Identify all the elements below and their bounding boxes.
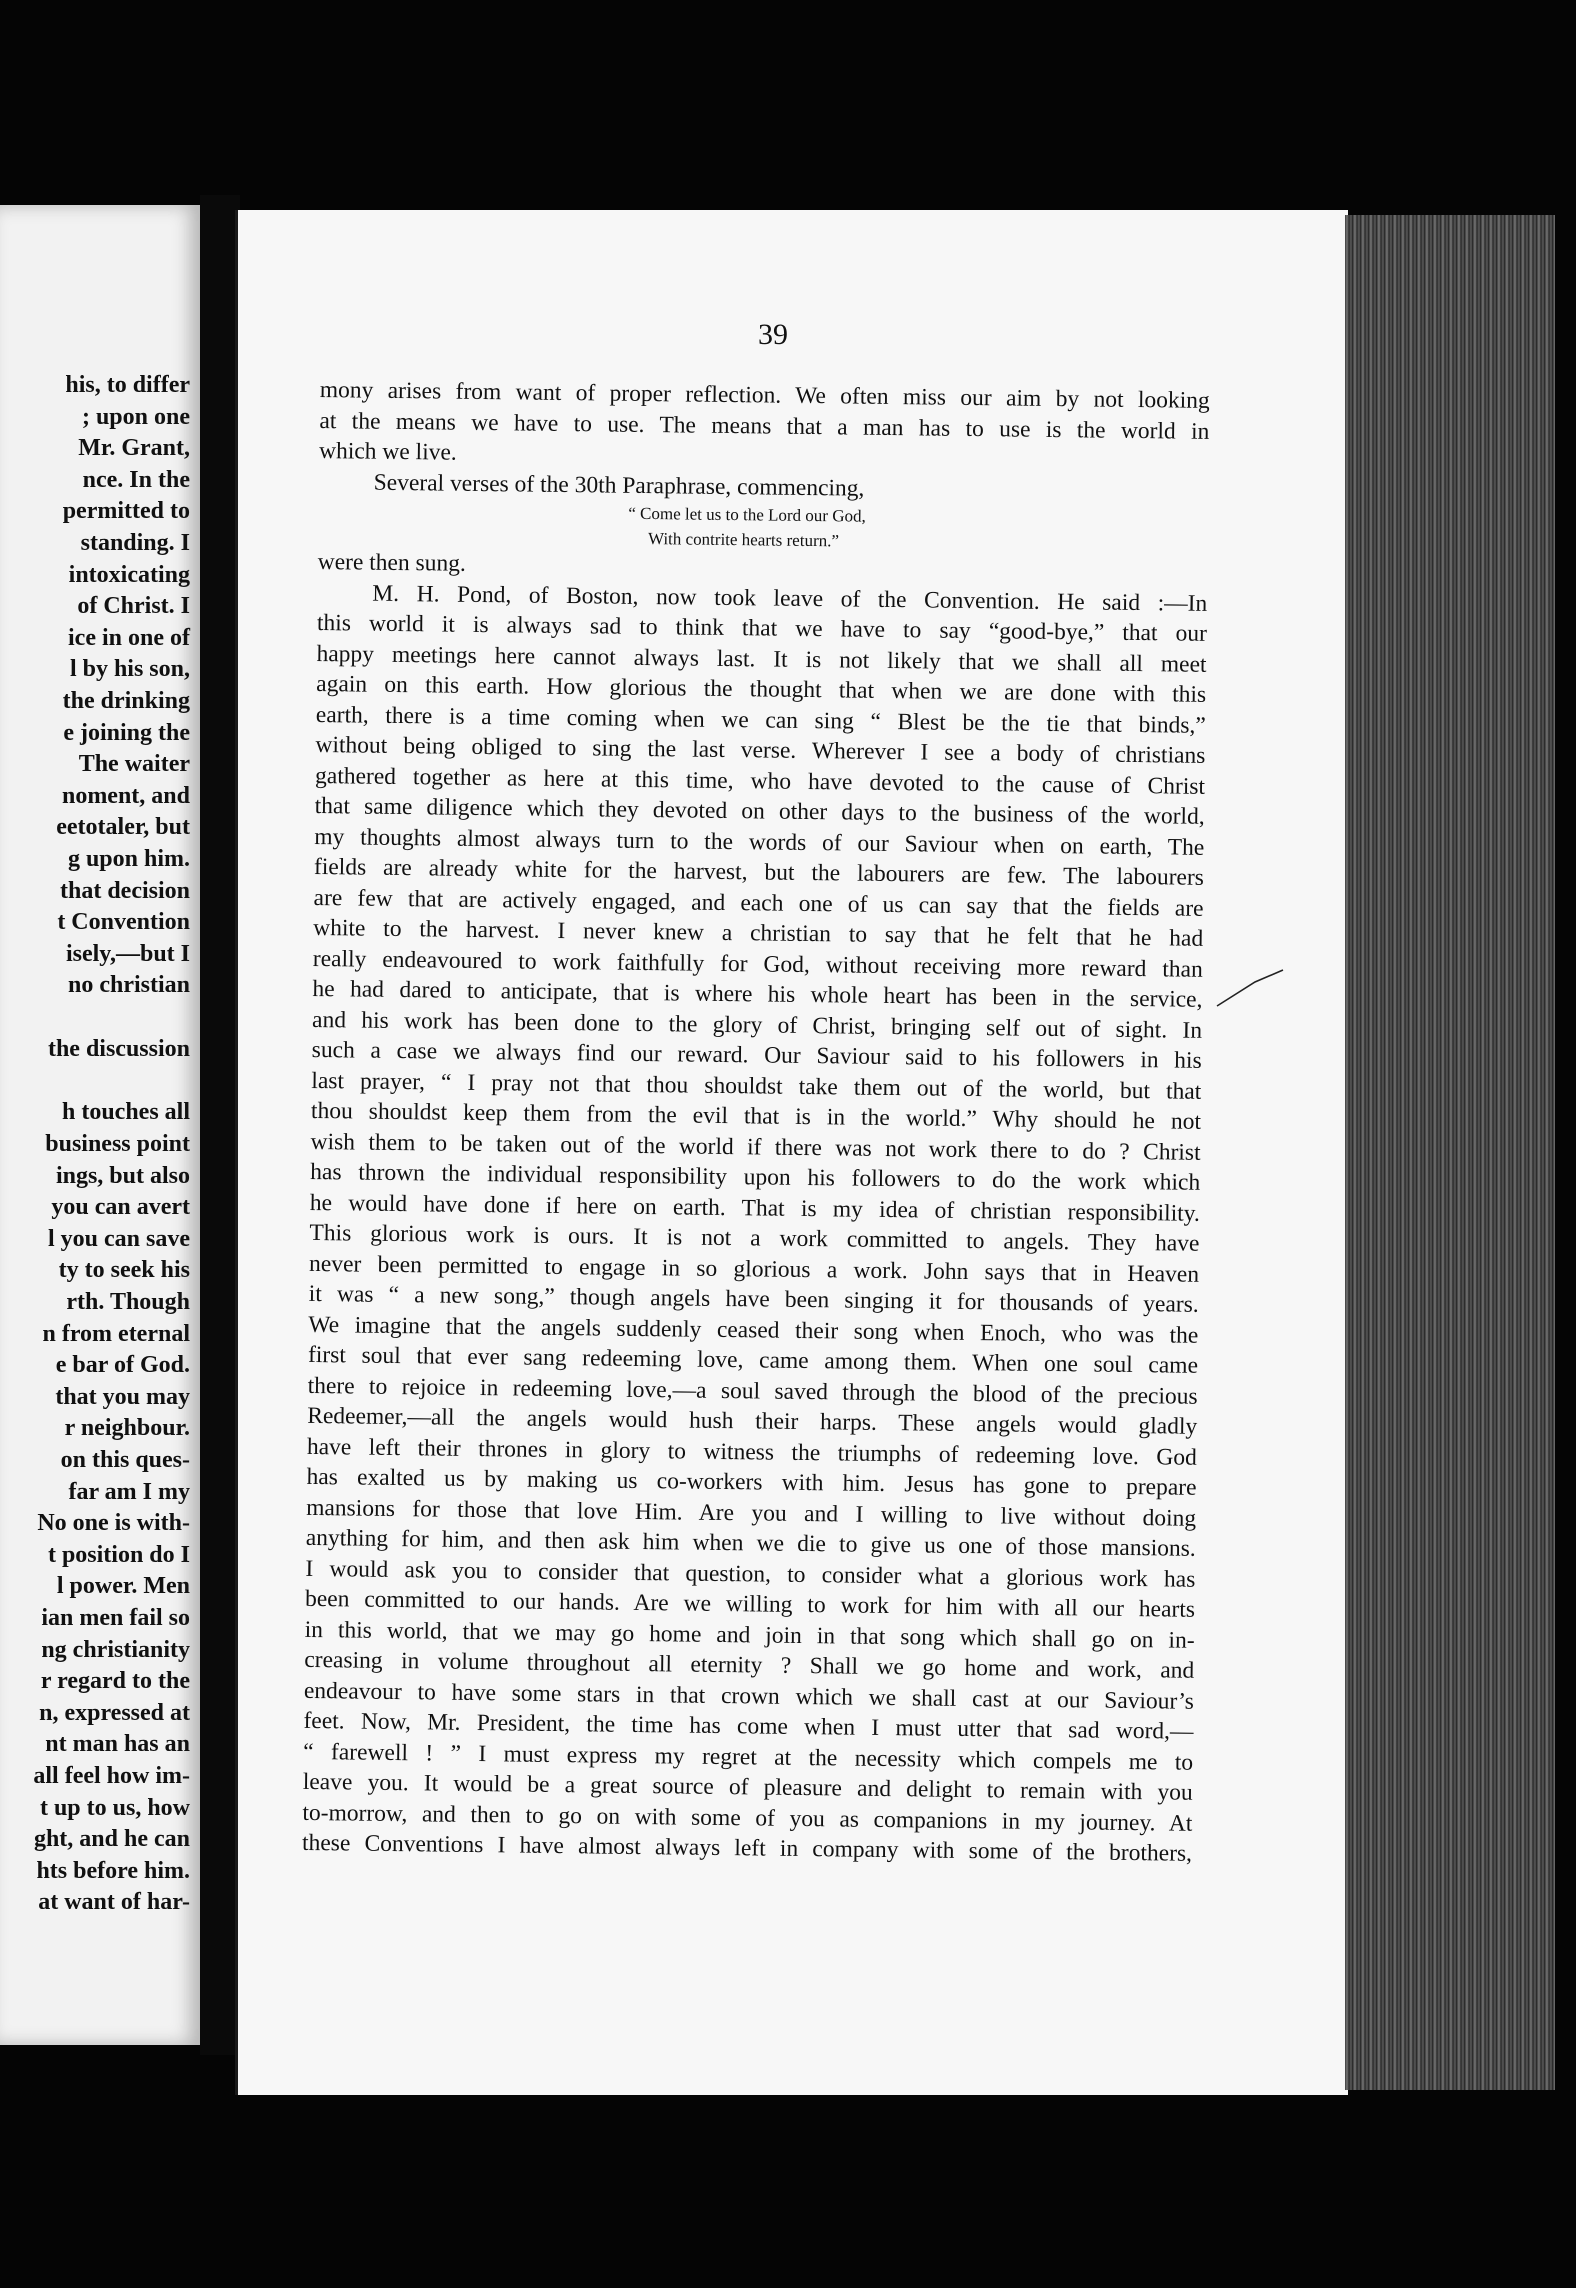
text-line: creasing in volume throughout all eternity ? Shall we go home and work, and — [304, 1646, 1195, 1684]
text-line: have left their thrones in glory to witness the triumphs of redeeming love. God — [306, 1433, 1198, 1471]
left-text-line: l by his son, — [69, 656, 190, 683]
text-line: “ farewell ! ” I must express my regret at the necessity which compels me to — [303, 1738, 1194, 1776]
left-text-line: t position do I — [47, 1541, 190, 1568]
left-text-line: that decision — [59, 877, 190, 904]
left-text-line: that you may — [55, 1383, 190, 1410]
text-line: Redeemer,—all the angels would hush their harps. These angels would gladly — [307, 1402, 1198, 1440]
text-line: without being obliged to sing the last verse. Wherever I see a body of christians — [315, 731, 1206, 769]
left-text-line: e bar of God. — [55, 1352, 190, 1379]
text-line: these Conventions I have almost always left in company with some of the brothers, — [301, 1829, 1193, 1867]
left-text-line: ; upon one — [81, 403, 190, 430]
left-text-line: ght, and he can — [33, 1826, 190, 1853]
text-line: such a case we always find our reward. Our Saviour said to his followers in his — [311, 1036, 1202, 1074]
text-line: mony arises from want of proper reflection. We often miss our aim by not looking — [319, 376, 1210, 414]
text-line: my thoughts almost always turn to the words of our Saviour when on earth, The — [314, 823, 1205, 861]
text-line: feet. Now, Mr. President, the time has come when I must utter that sad word,— — [303, 1707, 1194, 1745]
page-number: 39 — [758, 318, 788, 351]
left-text-line: at want of har- — [38, 1889, 190, 1916]
left-text-line: l you can save — [47, 1225, 190, 1252]
verse-line: With contrite hearts return.” — [647, 529, 840, 551]
left-text-line: no christian — [67, 972, 190, 999]
text-line: in this world, that we may go home and join in that song which shall go on in- — [304, 1616, 1195, 1654]
text-line: again on this earth. How glorious the thought that when we are done with this — [316, 670, 1207, 708]
left-text-line: his, to differ — [65, 372, 190, 398]
left-text-line: n, expressed at — [39, 1699, 190, 1726]
text-line: and his work has been done to the glory of Christ, bringing self out of sight. In — [311, 1006, 1203, 1044]
left-text-line: e joining the — [63, 719, 190, 746]
text-line: which we live. — [318, 437, 457, 466]
text-line: I would ask you to consider that question, to consider what a glorious work has — [305, 1555, 1196, 1593]
text-line: white to the harvest. I never knew a christian to say that he felt that he had — [313, 914, 1204, 952]
text-line: leave you. It would be a great source of pleasure and delight to remain with you — [302, 1768, 1193, 1806]
left-text-line: hts before him. — [36, 1857, 190, 1884]
left-text-line: ty to seek his — [58, 1257, 190, 1284]
text-line: mansions for those that love Him. Are you and I willing to live without doing — [306, 1494, 1197, 1532]
text-line: endeavour to have some stars in that crown which we shall cast at our Saviour’s — [303, 1677, 1195, 1715]
text-line: last prayer, “ I pray not that thou shouldst take them out of the world, but that — [311, 1067, 1202, 1105]
left-text-line: r neighbour. — [64, 1415, 190, 1442]
left-text-line: the drinking — [62, 687, 190, 714]
text-line: fields are already white for the harvest, but the labourers are few. The labourers — [313, 853, 1205, 891]
text-line: this world it is always sad to think that we have to say “good-bye,” that our — [316, 609, 1208, 647]
left-text-line: ings, but also — [55, 1162, 190, 1189]
left-text-line: g upon him. — [67, 845, 190, 872]
book-gutter — [200, 195, 240, 2055]
left-text-line: l power. Men — [56, 1573, 190, 1600]
text-line: it was “ a new song,” though angels have been singing it for thousands of years. — [308, 1280, 1199, 1318]
left-text-line: far am I my — [68, 1478, 190, 1505]
left-text-line: ng christianity — [41, 1636, 190, 1663]
page-edges — [1345, 215, 1555, 2090]
left-text-line: the discussion — [47, 1035, 190, 1062]
left-text-line: on this ques- — [60, 1447, 190, 1473]
left-page-fragment — [0, 205, 200, 2045]
left-page-text — [0, 370, 190, 1919]
left-text-line: t Convention — [57, 909, 190, 936]
speech-paragraph — [302, 547, 1208, 1869]
left-text-line: rth. Though — [66, 1289, 190, 1316]
text-line: that same diligence which they devoted on other days to the business of the world, — [314, 792, 1205, 830]
left-text-line: isely,—but I — [65, 940, 190, 967]
text-line: are few that are actively engaged, and each one of us can say that the fields are — [313, 884, 1204, 922]
verse-line: “ Come let us to the Lord our God, — [628, 503, 866, 526]
text-line: been committed to our hands. Are we willing to work for him with all our hearts — [304, 1585, 1196, 1623]
text-line: first soul that ever sang redeeming love, came among them. When one soul came — [307, 1341, 1199, 1379]
left-text-line: Mr. Grant, — [78, 435, 190, 462]
left-text-line: business point — [45, 1131, 190, 1158]
left-text-line: ice in one of — [68, 624, 190, 651]
text-line: really endeavoured to work faithfully for God, without receiving more reward than — [312, 945, 1203, 983]
left-text-line — [0, 1002, 190, 1034]
text-line: there to rejoice in redeeming love,—a soul saved through the blood of the precious — [307, 1372, 1198, 1410]
left-text-line: intoxicating — [68, 561, 190, 588]
body-text — [302, 375, 1210, 1869]
text-line: happy meetings here cannot always last. It is not likely that we shall all meet — [316, 640, 1207, 678]
left-text-line: n from eternal — [42, 1320, 190, 1347]
left-text-line: all feel how im- — [33, 1762, 190, 1789]
left-text-line: t up to us, how — [39, 1794, 190, 1821]
text-line: never been permitted to engage in so glorious a work. John says that in Heaven — [308, 1250, 1200, 1288]
text-line: has exalted us by making us co-workers with him. Jesus has gone to prepare — [306, 1463, 1197, 1501]
text-line: to-morrow, and then to go on with some of you as companions in my journey. At — [302, 1799, 1193, 1837]
left-text-line: r regard to the — [40, 1668, 190, 1695]
text-line: he had dared to anticipate, that is where his whole heart has been in the service, — [312, 975, 1203, 1013]
left-text-line: of Christ. I — [77, 593, 190, 620]
text-line: anything for him, and then ask him when we die to give us one of those mansions. — [305, 1524, 1196, 1562]
text-line: he would have done if here on earth. That is my idea of christian responsibility. — [309, 1189, 1200, 1227]
left-text-line: No one is with- — [37, 1510, 190, 1537]
left-text-line: permitted to — [62, 498, 190, 525]
left-text-line: ian men fail so — [41, 1604, 190, 1631]
text-line: Several verses of the 30th Paraphrase, commencing, — [373, 469, 865, 502]
left-text-line — [0, 1065, 190, 1097]
left-text-line: The waiter — [78, 751, 190, 778]
left-text-line: you can avert — [51, 1194, 190, 1221]
text-line: gathered together as here at this time, who have devoted to the cause of Christ — [314, 762, 1206, 800]
text-line: wish them to be taken out of the world if there was not work there to do ? Christ — [310, 1128, 1201, 1166]
left-text-line: nt man has an — [45, 1731, 190, 1758]
text-line: were then sung. — [317, 548, 467, 577]
text-line: thou shouldst keep them from the evil that is in the world.” Why should he not — [310, 1097, 1202, 1135]
text-line: We imagine that the angels suddenly ceased their song when Enoch, who was the — [308, 1311, 1199, 1349]
left-text-line: nce. In the — [82, 466, 190, 493]
text-line: This glorious work is ours. It is not a work committed to angels. They have — [309, 1219, 1200, 1257]
text-line: has thrown the individual responsibility upon his followers to do the work which — [310, 1158, 1201, 1196]
left-text-line: h touches all — [61, 1099, 190, 1126]
left-text-line: standing. I — [80, 529, 190, 556]
left-text-line: noment, and — [61, 782, 190, 809]
text-line: earth, there is a time coming when we can sing “ Blest be the tie that binds,” — [315, 701, 1206, 739]
text-line: at the means we have to use. The means that a man has to use is the world in — [319, 407, 1210, 445]
text-line: M. H. Pond, of Boston, now took leave of the Convention. He said :—In — [372, 580, 1208, 617]
left-text-line: eetotaler, but — [56, 814, 190, 841]
margin-pencil-mark — [1215, 968, 1285, 1008]
